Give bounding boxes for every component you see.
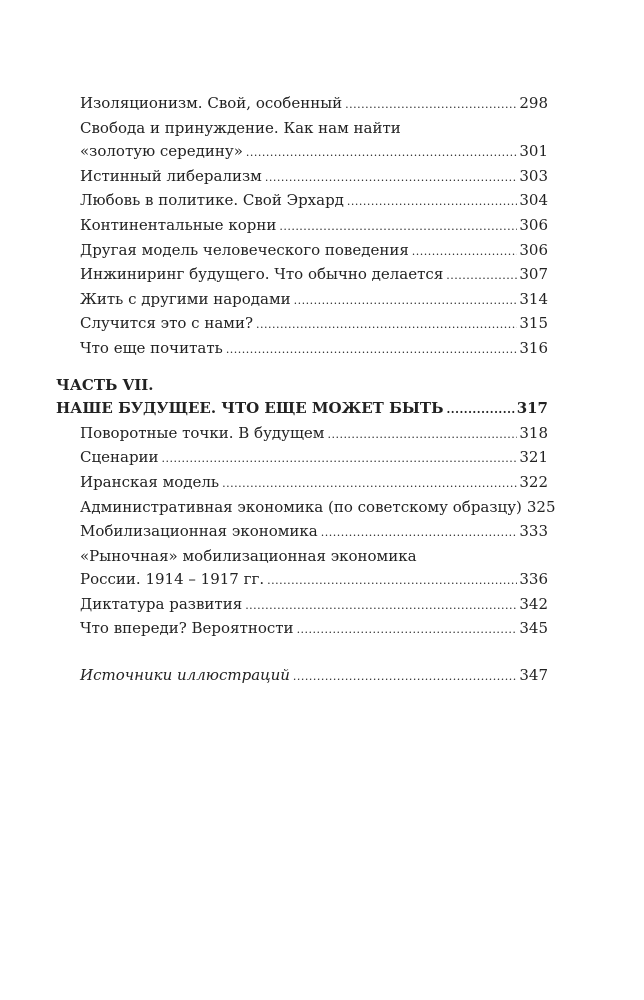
toc-entry-title-line1: Свобода и принуждение. Как нам найти [80,118,401,137]
leader-dots [327,423,517,447]
toc-entry-title: Жить с другими народами [80,289,291,308]
toc-entry-title: Инжиниринг будущего. Что обычно делается [80,265,444,284]
toc-entry[interactable] [56,593,548,618]
toc-entry[interactable] [56,446,548,471]
toc-entry-page: 318 [519,423,548,442]
toc-entry-sources[interactable] [56,664,548,689]
toc-entry-page: 345 [519,619,548,638]
leader-dots [446,398,514,422]
toc-entry-page: 306 [519,240,548,259]
toc-entry-title: Поворотные точки. В будущем [80,423,325,442]
table-of-contents [56,92,556,689]
toc-entry-page: 298 [519,94,548,112]
leader-dots [446,264,517,288]
toc-entry-page: 347 [519,666,548,685]
toc-entry-title-line1: «Рыночная» мобилизационная экономика [80,546,417,565]
toc-entry-title: Административная экономика (по советскому образцу) [80,497,522,516]
toc-entry-page: 306 [519,215,548,234]
toc-entry-title: Сценарии [80,448,159,467]
toc-entry[interactable] [56,214,548,239]
toc-entry-title: Диктатура развития [80,594,243,613]
toc-entry[interactable] [56,337,548,362]
part-page: 317 [516,399,548,418]
leader-dots [321,521,518,545]
leader-dots [412,240,518,264]
toc-entry-title: России. 1914 – 1917 гг. [80,570,265,589]
part-entry[interactable] [56,397,548,422]
toc-entry[interactable] [56,140,548,165]
toc-entry-title: «золотую середину» [80,142,243,161]
toc-entry-page: 321 [519,448,548,467]
toc-entry-title: Континентальные корни [80,215,277,234]
toc-entry[interactable] [56,471,548,496]
toc-entry-page: 342 [519,594,548,613]
toc-entry-page: 314 [519,289,548,308]
part-title: НАШЕ БУДУЩЕЕ. ЧТО ЕЩЕ МОЖЕТ БЫТЬ [56,399,444,418]
toc-entry-page: 333 [519,522,548,541]
toc-entry-page: 316 [519,338,548,357]
toc-entry-page: 315 [519,314,548,333]
toc-entry-page: 301 [519,142,548,161]
toc-entry-title: Что впереди? Вероятности [80,619,294,638]
toc-entry-title: Другая модель человеческого поведения [80,240,409,259]
toc-entry-page: 322 [519,472,548,491]
toc-entry-title: Истинный либерализм [80,166,262,185]
toc-entry[interactable] [56,92,548,117]
toc-entry-title: Мобилизационная экономика [80,522,318,541]
leader-dots [294,289,518,313]
toc-entry[interactable] [56,520,548,545]
leader-dots [226,338,518,362]
toc-entry[interactable] [56,312,548,337]
toc-entry[interactable] [56,568,548,593]
leader-dots [246,141,517,165]
toc-entry[interactable] [56,496,556,521]
toc-entry[interactable] [56,617,548,642]
leader-dots [256,313,517,337]
leader-dots [267,569,517,593]
toc-entry-title: Что еще почитать [80,338,223,357]
toc-entry-page: 304 [519,191,548,210]
leader-dots [162,447,518,471]
toc-entry-title: Иранская модель [80,472,220,491]
toc-entry[interactable] [56,239,548,264]
toc-entry-title: Любовь в политике. Свой Эрхард [80,191,344,210]
toc-entry-page: 307 [519,265,548,284]
toc-entry-page: 325 [526,497,556,516]
leader-dots [347,190,517,214]
toc-entry-title: Случится это с нами? [80,314,253,333]
toc-entry[interactable] [56,189,548,214]
toc-entry-page: 336 [519,570,548,589]
leader-dots [345,93,517,117]
toc-entry[interactable] [56,165,548,190]
toc-entry-title: Источники иллюстраций [80,666,290,685]
part-label: ЧАСТЬ VII. [56,375,154,394]
toc-entry-page: 303 [519,166,548,185]
leader-dots [222,472,517,496]
toc-entry[interactable] [56,422,548,447]
leader-dots [265,166,518,190]
leader-dots [293,665,517,689]
toc-entry[interactable] [56,288,548,313]
toc-entry-title: Изоляционизм. Свой, особенный [80,94,343,112]
leader-dots [279,215,517,239]
leader-dots [297,618,518,642]
leader-dots [245,594,517,618]
toc-entry[interactable] [56,263,548,288]
